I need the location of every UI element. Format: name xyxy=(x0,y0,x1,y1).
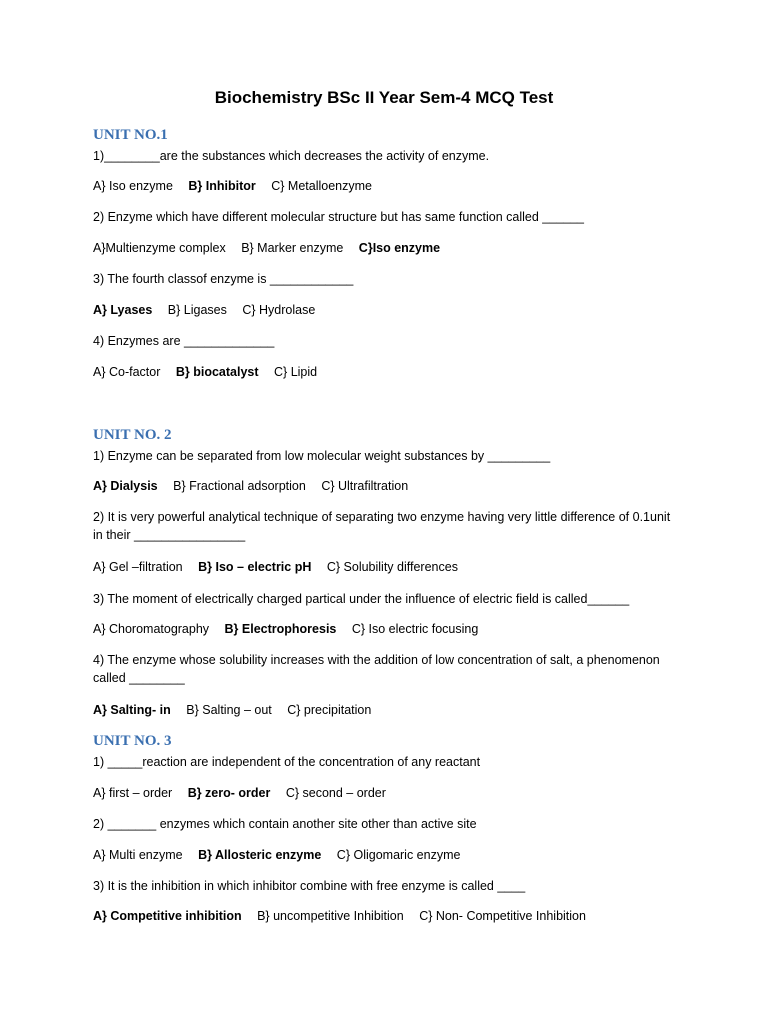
question-text: 1)________are the substances which decreases the activity of enzyme. xyxy=(93,149,490,163)
option-b: B} Inhibitor xyxy=(188,179,256,193)
option-c: C} Oligomaric enzyme xyxy=(336,848,461,862)
answer-options xyxy=(93,477,683,495)
option-a: A} Choromatography xyxy=(93,622,210,636)
answer-options xyxy=(93,907,683,925)
question-text: 1) Enzyme can be separated from low molecular weight substances by _________ xyxy=(93,449,551,463)
answer-options xyxy=(93,701,683,719)
answer-options xyxy=(93,363,683,381)
option-b: B} biocatalyst xyxy=(175,365,259,379)
unit-heading: UNIT NO. 2 xyxy=(93,427,172,443)
answer-options xyxy=(93,620,683,638)
option-a: A} first – order xyxy=(93,786,173,800)
option-a: A} Dialysis xyxy=(93,479,158,493)
question-text: 2) Enzyme which have different molecular structure but has same function called ______ xyxy=(93,210,585,224)
option-c: C} Lipid xyxy=(274,365,318,379)
question-text: 3) The fourth classof enzyme is ____________ xyxy=(93,272,354,286)
answer-options xyxy=(93,239,683,257)
option-c: C} Ultrafiltration xyxy=(321,479,409,493)
answer-options xyxy=(93,784,683,802)
option-b: B} Fractional adsorption xyxy=(173,479,306,493)
option-c: C} Iso electric focusing xyxy=(351,622,479,636)
option-b: B} Marker enzyme xyxy=(241,241,344,255)
option-a: A} Salting- in xyxy=(93,703,171,717)
question-text: 3) It is the inhibition in which inhibitor combine with free enzyme is called ____ xyxy=(93,879,526,893)
question-text: 2) _______ enzymes which contain another site other than active site xyxy=(93,817,477,831)
option-c: C} Metalloenzyme xyxy=(271,179,372,193)
option-c: C} Hydrolase xyxy=(242,303,316,317)
option-b: B} Allosteric enzyme xyxy=(198,848,322,862)
question-text: 2) It is very powerful analytical technique of separating two enzyme having very little difference of 0.1unit in their ________________ xyxy=(93,510,671,542)
option-b: B} Electrophoresis xyxy=(224,622,337,636)
question-text: 3) The moment of electrically charged partical under the influence of electric field is called______ xyxy=(93,592,630,606)
option-c: C} Non- Competitive Inhibition xyxy=(419,909,586,923)
option-c: C} Solubility differences xyxy=(326,560,458,574)
option-a: A} Iso enzyme xyxy=(93,179,173,193)
option-a: A} Lyases xyxy=(93,303,153,317)
option-b: B} uncompetitive Inhibition xyxy=(257,909,404,923)
option-b: B} Salting – out xyxy=(186,703,272,717)
option-b: B} Ligases xyxy=(167,303,227,317)
option-a: A}Multienzyme complex xyxy=(93,241,226,255)
option-c: C} precipitation xyxy=(287,703,372,717)
answer-options xyxy=(93,177,683,195)
option-a: A} Competitive inhibition xyxy=(93,909,242,923)
question-text: 1) _____reaction are independent of the concentration of any reactant xyxy=(93,755,481,769)
answer-options xyxy=(93,558,683,576)
option-b: B} Iso – electric pH xyxy=(198,560,312,574)
unit-heading: UNIT NO.1 xyxy=(93,127,168,143)
question-text: 4) The enzyme whose solubility increases with the addition of low concentration of salt, a phenomenon called ________ xyxy=(93,653,660,685)
answer-options xyxy=(93,846,683,864)
answer-options xyxy=(93,301,683,319)
option-c: C}Iso enzyme xyxy=(358,241,441,255)
page-title: Biochemistry BSc II Year Sem-4 MCQ Test xyxy=(214,88,554,107)
option-c: C} second – order xyxy=(285,786,386,800)
option-a: A} Multi enzyme xyxy=(93,848,183,862)
option-b: B} zero- order xyxy=(187,786,271,800)
option-a: A} Co-factor xyxy=(93,365,161,379)
question-text: 4) Enzymes are _____________ xyxy=(93,334,275,348)
option-a: A} Gel –filtration xyxy=(93,560,183,574)
unit-heading: UNIT NO. 3 xyxy=(93,733,172,749)
